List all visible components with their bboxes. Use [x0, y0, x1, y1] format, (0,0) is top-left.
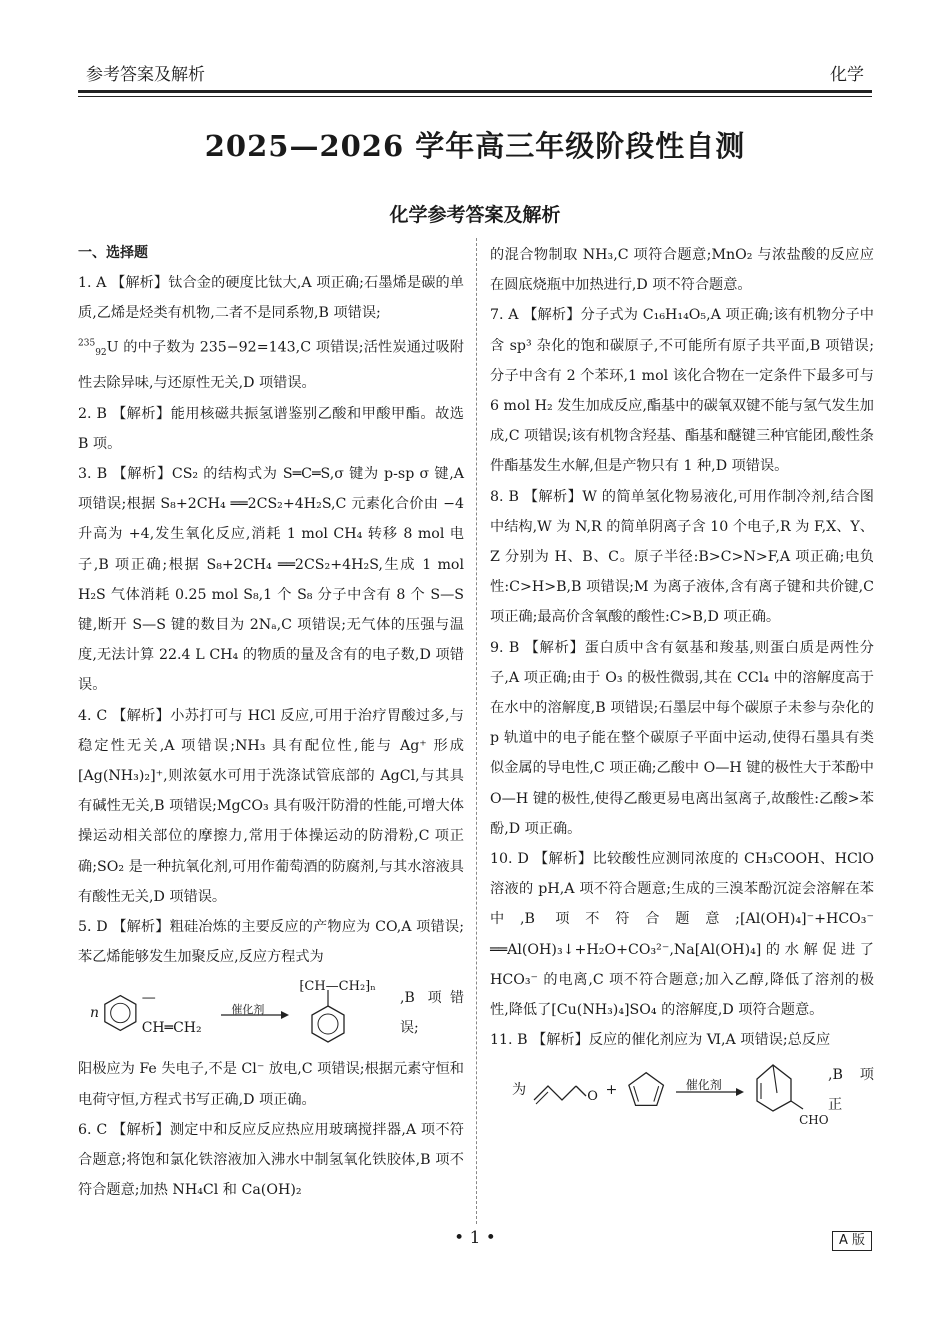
answer-item-2: 2. B 【解析】能用核磁共振氢谱鉴别乙酸和甲酸甲酯。故选 B 项。 — [78, 405, 464, 452]
reaction-arrow — [219, 993, 287, 1033]
bicyclic-product-structure — [747, 1057, 829, 1128]
answer-item-1b-text: U 的中子数为 235−92=143,C 项错误;活性炭通过吸附性去除异味,与还原性无关,D 项错误。 — [78, 339, 464, 392]
answer-item-8: 8. B 【解析】W 的简单氢化物易液化,可用作制冷剂,结合图中结构,W 为 N,R 的简单阴离子含 10 个电子,R 为 F,X、Y、Z 分别为 H、B、C。原子半径:B>C>N>F,A 项正确;电负性:C>H>B,B 项错误;M 为离子液体,含有离子键和共价键,C 项正确;最高价含氧酸的酸性:C>B,D 项正确。 — [490, 488, 874, 626]
rxn-catalyst-label: 催化剂 — [231, 1003, 265, 1017]
acrolein-structure — [530, 1070, 597, 1110]
answer-item-3: 3. B 【解析】CS₂ 的结构式为 S═C═S,σ 键为 p-sp σ 键,A 项错误;根据 S₈+2CH₄ ══2CS₂+4H₂S,C 元素化合价由 −4 升高为 +4,发生氧化反应,消耗 1 mol CH₄ 转移 8 mol 电子,B 项正确;根据 S₈+2CH₄ ══2CS₂+4H₂S,生成 1 mol H₂S 气体消耗 0.25 mol S₈,1 个 S₈ 分子中含有 8 个 S—S 键,断开 S—S 键的数目为 2Nₐ,C 项错误;无气体的压强与温度,无法计算 22.4 L CH₄ 的物质的量及含有的电子数,D 项错误。 — [78, 465, 464, 694]
header-rule-thick — [78, 90, 872, 93]
header-subject: 化学 — [830, 65, 864, 85]
answer-item-11: 11. B 【解析】反应的催化剂应为 Ⅵ,A 项错误;总反应 — [490, 1032, 831, 1049]
answer-item-6: 6. C 【解析】测定中和反应反应热应用玻璃搅拌器,A 项不符合题意;将饱和氯化铁溶液加入沸水中制氢氧化铁胶体,B 项不符合题意;加热 NH₄Cl 和 Ca(OH)₂ — [78, 1121, 464, 1199]
page-number: • 1 • — [454, 1228, 496, 1248]
arrow-icon — [674, 1070, 744, 1110]
cho-label: CHO — [799, 1113, 829, 1128]
document-title: 2025—2026 学年高三年级阶段性自测 — [204, 129, 746, 163]
polystyrene-structure — [293, 972, 400, 1054]
cyclopentadiene-icon — [625, 1068, 667, 1112]
answer-item-9: 9. B 【解析】蛋白质中含有氨基和羧基,则蛋白质是两性分子,A 项正确;由于 O₃ 的极性微弱,其在 CCl₄ 中的溶解度高于在水中的溶解度,B 项错误;石墨层中每个碳原子未参与杂化的 p 轨道中的电子能在整个碳原子平面中运动,使得石墨具有类似金属的导电性,C 项正确;乙酸中 O—H 键的极性大于苯酚中 O—H 键的极性,使得乙酸更易电离出氢离子,故酸性:乙酸>苯酚,D 项正确。 — [490, 639, 874, 837]
rxn-n: n — [90, 1005, 100, 1022]
left-column — [78, 238, 464, 1205]
page-header — [78, 58, 872, 88]
answer-item-1b — [78, 329, 464, 399]
right-column — [490, 240, 874, 1128]
answer-item-10: 10. D 【解析】比较酸性应测同浓度的 CH₃COOH、HClO 溶液的 pH,A 项不符合题意;生成的三溴苯酚沉淀会溶解在苯中,B 项不符合题意;[Al(OH)₄]⁻+HCO₃⁻ ══Al(OH)₃↓+H₂O+CO₃²⁻,Na[Al(OH)₄]的水解促进了 HCO₃⁻ 的电离,C 项不符合题意;加入乙醇,降低了溶剂的极性,降低了[Cu(NH₃)₄]SO₄ 的溶解度,D 项符合题意。 — [490, 851, 874, 1019]
rxn-vinyl: —CH═CH₂ — [141, 990, 202, 1037]
version-badge: A 版 — [832, 1231, 872, 1251]
styrene-polymerization-figure — [78, 972, 464, 1054]
answer-item-6-continued: 的混合物制取 NH₃,C 项符合题意;MnO₂ 与浓盐酸的反应应在圆底烧瓶中加热进行,D 项不符合题意。 — [490, 247, 874, 294]
diels-alder-figure — [490, 1055, 874, 1128]
column-divider — [476, 238, 477, 1224]
answer-item-5a: 5. D 【解析】粗硅冶炼的主要反应的产物应为 CO,A 项错误;苯乙烯能够发生加聚反应,反应方程式为 — [78, 919, 464, 966]
header-rule-thin — [78, 96, 872, 97]
answer-item-1a: 1. A 【解析】钛合金的硬度比钛大,A 项正确;石墨烯是碳的单质,乙烯是烃类有机物,二者不是同系物,B 项错误; — [78, 275, 464, 322]
rxn11-tail-text: ,B 项正 — [828, 1067, 874, 1114]
acrolein-o-label: O — [587, 1089, 598, 1105]
answer-item-7: 7. A 【解析】分子式为 C₁₆H₁₄O₅,A 项正确;该有机物分子中含 sp³ 杂化的饱和碳原子,不可能所有原子共平面,B 项错误;分子中含有 2 个苯环,1 mol 该化合物在一定条件下最多可与 6 mol H₂ 发生加成反应,酯基中的碳氧双键不能与氢气发生加成,C 项错误;该有机物含羟基、酯基和醚键三种官能团,酸性条件酯基发生水解,但是产物只有 1 种,D 项错误。 — [490, 307, 874, 475]
rxn-polymer-chain: ⁅CH—CH₂⁆ₙ — [299, 979, 376, 995]
rxn11-catalyst-label: 催化剂 — [685, 1078, 722, 1093]
rxn11-arrow — [674, 1070, 741, 1110]
rxn11-plus: + — [605, 1082, 618, 1099]
arrow-icon — [219, 993, 289, 1033]
rxn11-wei: 为 — [512, 1082, 527, 1099]
rxn-tail-text: ,B 项错误; — [400, 990, 464, 1037]
answer-item-5b: 阳极应为 Fe 失电子,不是 Cl⁻ 放电,C 项错误;根据元素守恒和电荷守恒,方程式书写正确,D 项正确。 — [78, 1061, 464, 1108]
isotope-notation: $^{235}_{92}$ — [78, 338, 107, 359]
polymer-benzene-icon — [303, 990, 353, 1052]
document-subtitle: 化学参考答案及解析 — [389, 204, 561, 226]
benzene-ring-icon — [99, 991, 142, 1035]
answer-item-4: 4. C 【解析】小苏打可与 HCl 反应,可用于治疗胃酸过多,与稳定性无关,A 项错误;NH₃ 具有配位性,能与 Ag⁺ 形成[Ag(NH₃)₂]⁺,则浓氨水可用于洗涤试管底部的 AgCl,与其具有碱性无关,B 项错误;MgCO₃ 具有吸汗防滑的性能,可增大体操运动相关部位的摩擦力,常用于体操运动的防滑粉,C 项正确;SO₂ 是一种抗氧化剂,可用作葡萄酒的防腐剂,与其水溶液具有酸性无关,D 项错误。 — [78, 707, 464, 905]
header-left-title: 参考答案及解析 — [86, 65, 205, 85]
section-heading: 一、选择题 — [78, 245, 148, 261]
